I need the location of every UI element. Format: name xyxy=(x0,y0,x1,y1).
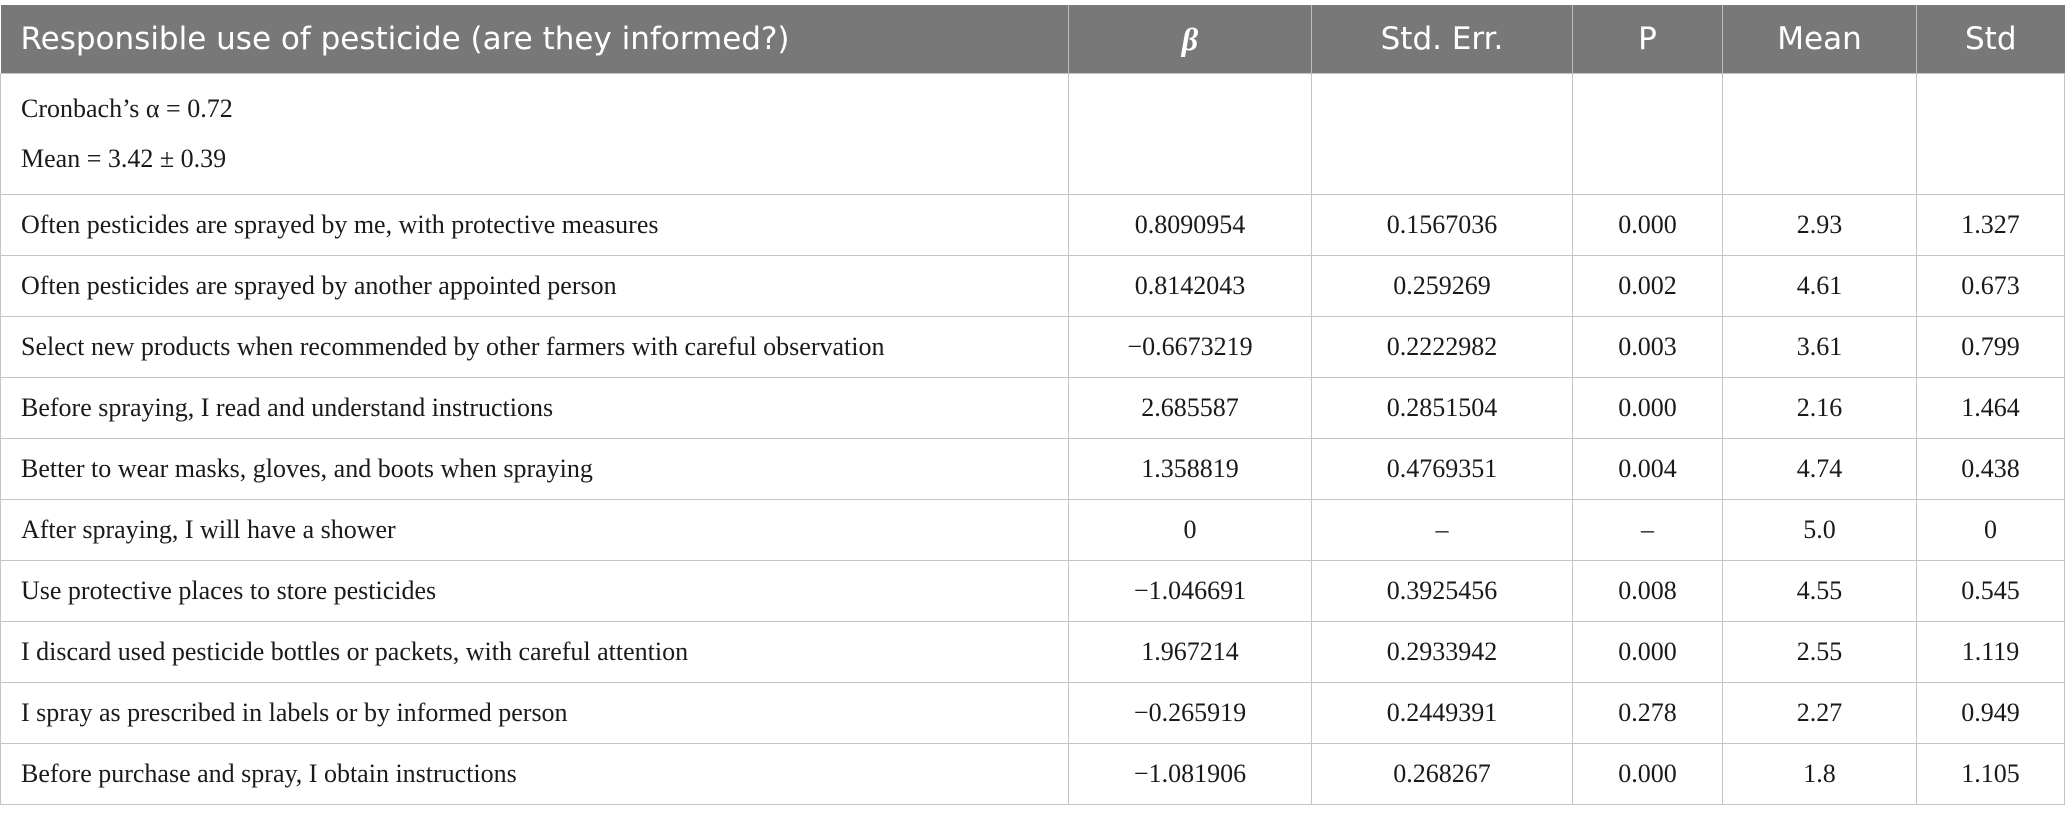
std-err-cell: 0.2851504 xyxy=(1312,378,1573,439)
beta-cell: −1.046691 xyxy=(1069,561,1312,622)
header-item-description: Responsible use of pesticide (are they informed?) xyxy=(1,5,1069,74)
table-row xyxy=(1,195,2065,256)
std-err-cell: 0.4769351 xyxy=(1312,439,1573,500)
p-value-cell: 0.000 xyxy=(1573,622,1723,683)
item-cell: Often pesticides are sprayed by another appointed person xyxy=(1,256,1069,317)
mean-cell: 2.16 xyxy=(1723,378,1917,439)
intro-row xyxy=(1,74,2065,195)
table-row xyxy=(1,622,2065,683)
results-table xyxy=(0,5,2065,805)
header-std-err: Std. Err. xyxy=(1312,5,1573,74)
std-cell: 1.119 xyxy=(1917,622,2065,683)
std-err-cell: 0.2222982 xyxy=(1312,317,1573,378)
std-cell: 0.438 xyxy=(1917,439,2065,500)
beta-cell: −0.6673219 xyxy=(1069,317,1312,378)
intro-empty-cell xyxy=(1917,74,2065,195)
intro-empty-cell xyxy=(1312,74,1573,195)
p-value-cell: 0.000 xyxy=(1573,378,1723,439)
beta-cell: −1.081906 xyxy=(1069,744,1312,805)
table-row xyxy=(1,317,2065,378)
std-err-cell: 0.1567036 xyxy=(1312,195,1573,256)
item-cell: Select new products when recommended by other farmers with careful observation xyxy=(1,317,1069,378)
mean-cell: 4.61 xyxy=(1723,256,1917,317)
std-cell: 0.799 xyxy=(1917,317,2065,378)
mean-cell: 2.27 xyxy=(1723,683,1917,744)
mean-cell: 4.74 xyxy=(1723,439,1917,500)
beta-cell: 0.8142043 xyxy=(1069,256,1312,317)
beta-cell: 1.967214 xyxy=(1069,622,1312,683)
std-cell: 0.949 xyxy=(1917,683,2065,744)
std-err-cell: 0.268267 xyxy=(1312,744,1573,805)
header-p-value: P xyxy=(1573,5,1723,74)
header-beta: β xyxy=(1069,5,1312,74)
p-value-cell: 0.000 xyxy=(1573,195,1723,256)
intro-cell xyxy=(1,74,1069,195)
p-value-cell: 0.004 xyxy=(1573,439,1723,500)
table-row xyxy=(1,683,2065,744)
mean-cell: 2.55 xyxy=(1723,622,1917,683)
std-err-cell: 0.3925456 xyxy=(1312,561,1573,622)
std-err-cell: 0.259269 xyxy=(1312,256,1573,317)
item-cell: Before purchase and spray, I obtain instructions xyxy=(1,744,1069,805)
p-value-cell: – xyxy=(1573,500,1723,561)
std-cell: 1.105 xyxy=(1917,744,2065,805)
p-value-cell: 0.000 xyxy=(1573,744,1723,805)
item-cell: Use protective places to store pesticides xyxy=(1,561,1069,622)
beta-cell: −0.265919 xyxy=(1069,683,1312,744)
std-cell: 0.545 xyxy=(1917,561,2065,622)
header-mean: Mean xyxy=(1723,5,1917,74)
beta-cell: 1.358819 xyxy=(1069,439,1312,500)
std-cell: 0.673 xyxy=(1917,256,2065,317)
p-value-cell: 0.002 xyxy=(1573,256,1723,317)
std-cell: 1.327 xyxy=(1917,195,2065,256)
item-cell: After spraying, I will have a shower xyxy=(1,500,1069,561)
intro-empty-cell xyxy=(1723,74,1917,195)
mean-cell: 5.0 xyxy=(1723,500,1917,561)
intro-empty-cell xyxy=(1573,74,1723,195)
std-err-cell: 0.2449391 xyxy=(1312,683,1573,744)
mean-cell: 4.55 xyxy=(1723,561,1917,622)
intro-empty-cell xyxy=(1069,74,1312,195)
table-row xyxy=(1,256,2065,317)
header-row xyxy=(1,5,2065,74)
std-cell: 0 xyxy=(1917,500,2065,561)
std-err-cell: 0.2933942 xyxy=(1312,622,1573,683)
item-cell: I discard used pesticide bottles or packets, with careful attention xyxy=(1,622,1069,683)
item-cell: Before spraying, I read and understand instructions xyxy=(1,378,1069,439)
table-row xyxy=(1,500,2065,561)
scale-mean: Mean = 3.42 ± 0.39 xyxy=(21,144,227,173)
item-cell: Better to wear masks, gloves, and boots when spraying xyxy=(1,439,1069,500)
mean-cell: 3.61 xyxy=(1723,317,1917,378)
std-err-cell: – xyxy=(1312,500,1573,561)
item-cell: I spray as prescribed in labels or by informed person xyxy=(1,683,1069,744)
beta-cell: 0 xyxy=(1069,500,1312,561)
mean-cell: 2.93 xyxy=(1723,195,1917,256)
table-row xyxy=(1,561,2065,622)
beta-cell: 0.8090954 xyxy=(1069,195,1312,256)
std-cell: 1.464 xyxy=(1917,378,2065,439)
p-value-cell: 0.003 xyxy=(1573,317,1723,378)
table-row xyxy=(1,744,2065,805)
header-std: Std xyxy=(1917,5,2065,74)
p-value-cell: 0.278 xyxy=(1573,683,1723,744)
p-value-cell: 0.008 xyxy=(1573,561,1723,622)
table-row xyxy=(1,439,2065,500)
table-row xyxy=(1,378,2065,439)
mean-cell: 1.8 xyxy=(1723,744,1917,805)
cronbach-alpha: Cronbach’s α = 0.72 xyxy=(21,94,233,123)
item-cell: Often pesticides are sprayed by me, with protective measures xyxy=(1,195,1069,256)
beta-cell: 2.685587 xyxy=(1069,378,1312,439)
